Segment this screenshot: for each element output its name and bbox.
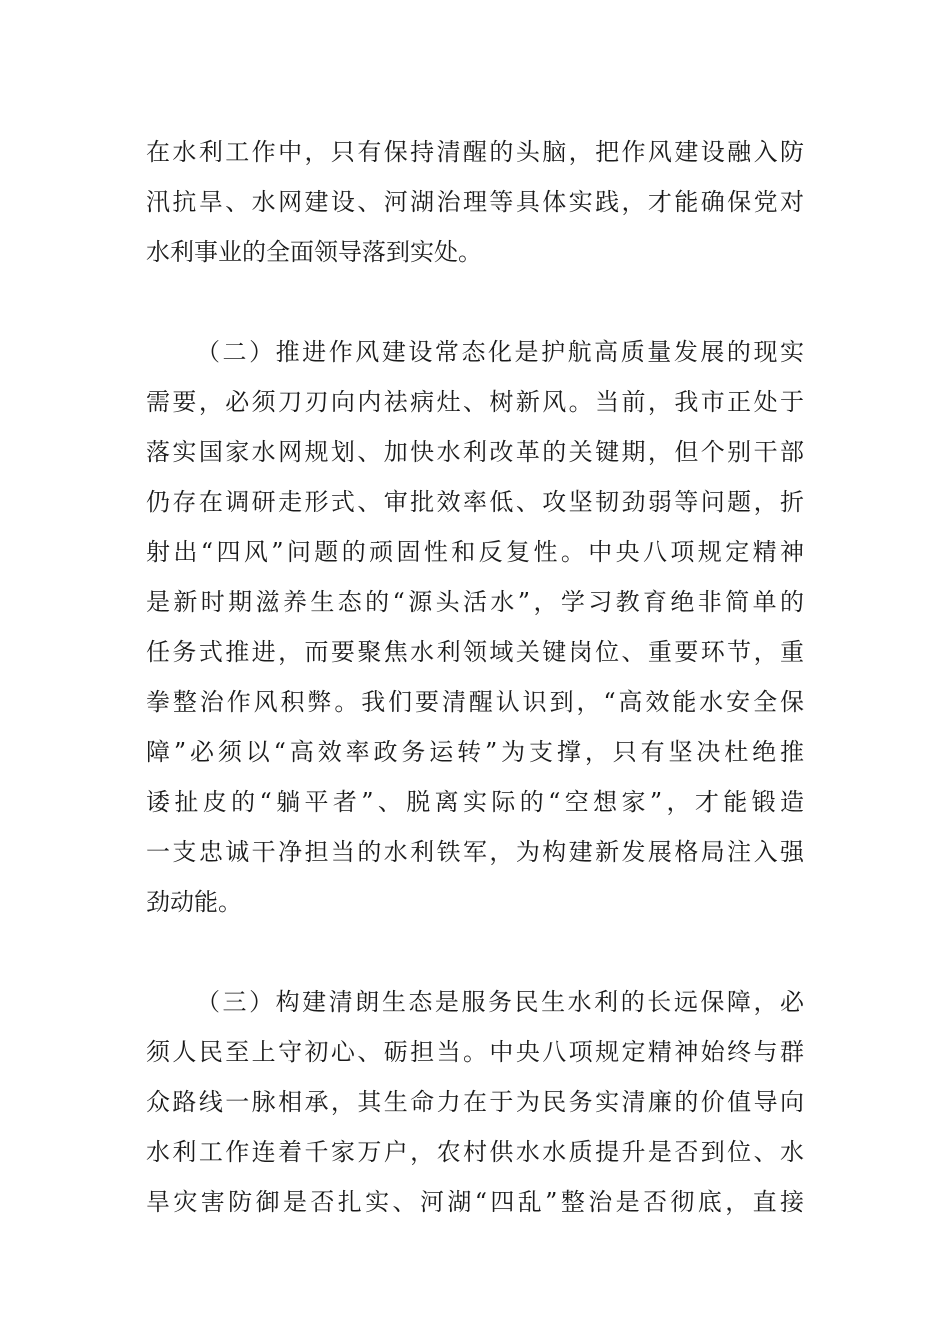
paragraph-1-line-2: 汛抗旱、水网建设、河湖治理等具体实践，才能确保党对 bbox=[146, 188, 804, 216]
paragraph-2-line-7: 任务式推进，而要聚焦水利领域关键岗位、重要环节，重 bbox=[146, 638, 804, 666]
paragraph-3-line-2: 须人民至上守初心、砺担当。中央八项规定精神始终与群 bbox=[146, 1038, 804, 1066]
paragraph-3-line-4: 水利工作连着千家万户，农村供水水质提升是否到位、水 bbox=[146, 1138, 804, 1166]
paragraph-2-line-11: 一支忠诚干净担当的水利铁军，为构建新发展格局注入强 bbox=[146, 838, 804, 866]
paragraph-2-line-5: 射出“四风”问题的顽固性和反复性。中央八项规定精神 bbox=[146, 538, 804, 566]
paragraph-2-line-12: 劲动能。 bbox=[146, 888, 242, 916]
paragraph-1-line-1: 在水利工作中，只有保持清醒的头脑，把作风建设融入防 bbox=[146, 138, 804, 166]
paragraph-2-line-10: 诿扯皮的“躺平者”、脱离实际的“空想家”，才能锻造 bbox=[146, 788, 804, 816]
paragraph-2-line-3: 落实国家水网规划、加快水利改革的关键期，但个别干部 bbox=[146, 438, 804, 466]
paragraph-2-line-6: 是新时期滋养生态的“源头活水”，学习教育绝非简单的 bbox=[146, 588, 804, 616]
paragraph-3-line-3: 众路线一脉相承，其生命力在于为民务实清廉的价值导向 bbox=[146, 1088, 804, 1116]
paragraph-2-line-4: 仍存在调研走形式、审批效率低、攻坚韧劲弱等问题，折 bbox=[146, 488, 804, 516]
paragraph-3-line-5: 旱灾害防御是否扎实、河湖“四乱”整治是否彻底，直接 bbox=[146, 1188, 804, 1216]
paragraph-1-line-3: 水利事业的全面领导落到实处。 bbox=[146, 238, 482, 266]
paragraph-2-line-8: 拳整治作风积弊。我们要清醒认识到，“高效能水安全保 bbox=[146, 688, 804, 716]
paragraph-2-line-1: （二）推进作风建设常态化是护航高质量发展的现实 bbox=[196, 338, 804, 366]
paragraph-2-line-2: 需要，必须刀刃向内祛病灶、树新风。当前，我市正处于 bbox=[146, 388, 804, 416]
paragraph-2-line-9: 障”必须以“高效率政务运转”为支撑，只有坚决杜绝推 bbox=[146, 738, 804, 766]
paragraph-3-line-1: （三）构建清朗生态是服务民生水利的长远保障，必 bbox=[196, 988, 804, 1016]
